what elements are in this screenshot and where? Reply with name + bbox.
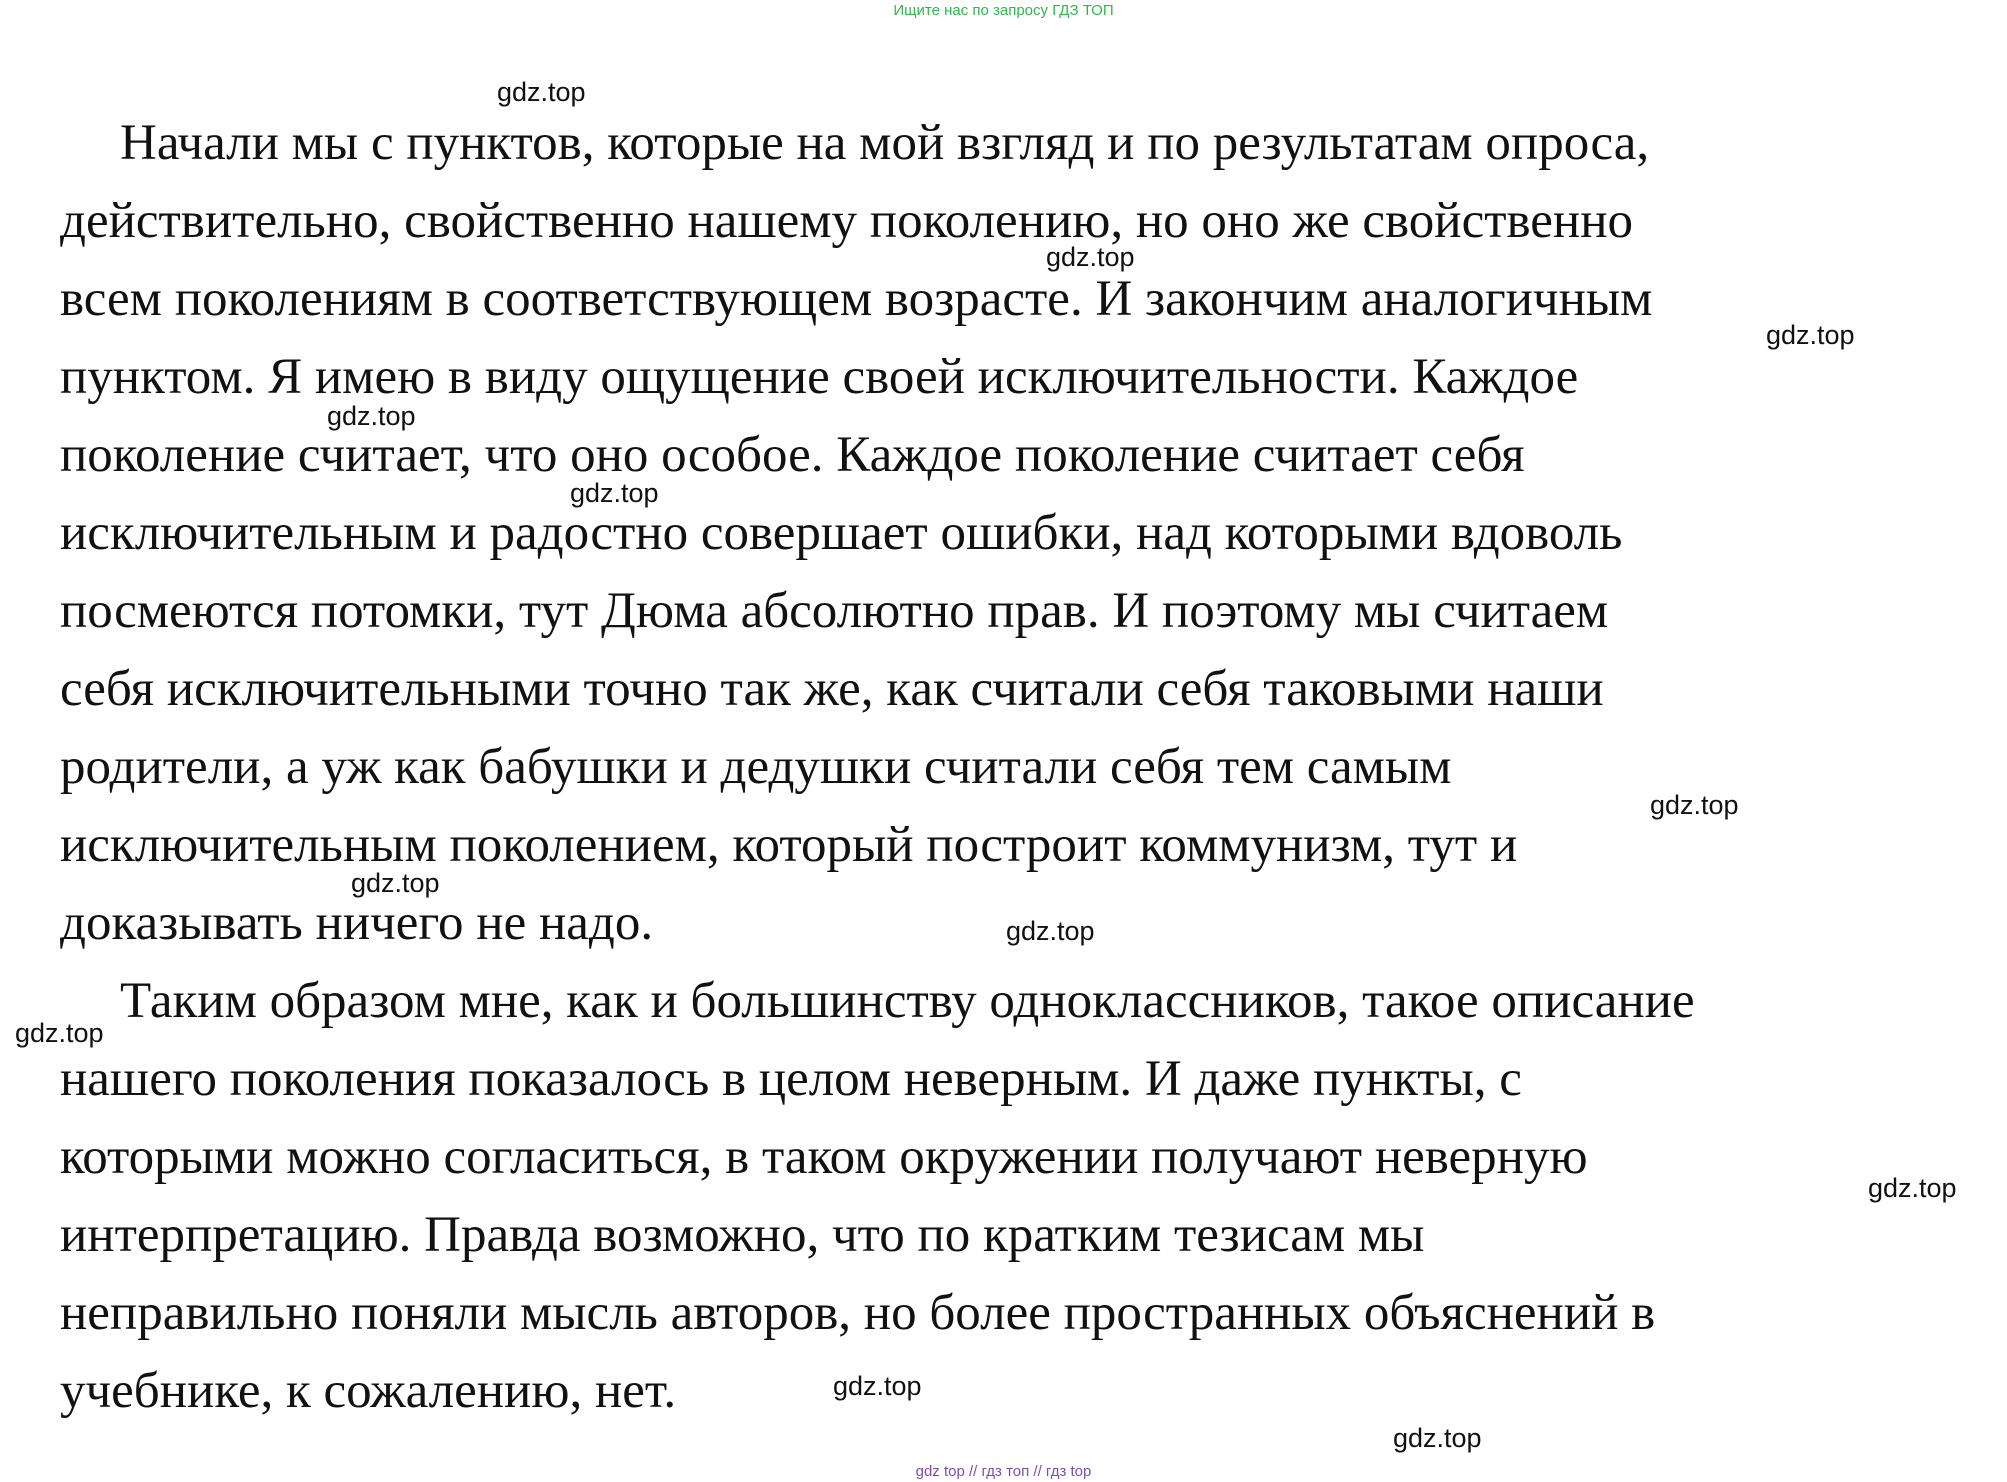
essay-line: Таким образом мне, как и большинству одноклассников, такое описание [120,973,1695,1029]
watermark: gdz.top [833,1371,922,1401]
essay-line: Начали мы с пунктов, которые на мой взгляд и по результатам опроса, [120,115,1650,171]
watermark: gdz.top [327,401,416,431]
essay-line: которыми можно согласиться, в таком окружении получают неверную [60,1129,1588,1185]
watermark: gdz.top [1868,1173,1957,1203]
watermark: gdz.top [351,868,440,898]
watermark: gdz.top [1766,320,1855,350]
essay-line: доказывать ничего не надо. [60,895,654,951]
watermark: gdz.top [15,1018,104,1048]
essay-line: родители, а уж как бабушки и дедушки считали себя тем самым [60,739,1452,795]
watermark: gdz.top [1006,916,1095,946]
essay-line: поколение считает, что оно особое. Каждое поколение считает себя [60,427,1525,483]
essay-line: учебнике, к сожалению, нет. [60,1363,677,1419]
watermark: gdz.top [1650,790,1739,820]
essay-line: действительно, свойственно нашему поколению, но оно же свойственно [60,193,1634,249]
essay-line: всем поколениям в соответствующем возрасте. И закончим аналогичным [60,271,1653,327]
essay-line: интерпретацию. Правда возможно, что по кратким тезисам мы [60,1207,1425,1263]
watermark: gdz.top [570,478,659,508]
essay-line: исключительным поколением, который построит коммунизм, тут и [60,817,1518,873]
header-banner[interactable]: Ищите нас по запросу ГДЗ ТОП [893,2,1114,19]
footer-banner[interactable]: gdz top // гдз топ // гдз top [915,1463,1092,1480]
watermark: gdz.top [497,77,586,107]
essay-line: пунктом. Я имею в виду ощущение своей исключительности. Каждое [60,349,1579,405]
essay-line: неправильно поняли мысль авторов, но более пространных объяснений в [60,1285,1656,1341]
watermark: gdz.top [1393,1423,1482,1453]
essay-line: себя исключительными точно так же, как считали себя таковыми наши [60,661,1604,717]
essay-line: нашего поколения показалось в целом неверным. И даже пункты, с [60,1051,1522,1107]
essay-line: исключительным и радостно совершает ошибки, над которыми вдоволь [60,505,1623,561]
watermark: gdz.top [1046,242,1135,272]
essay-line: посмеются потомки, тут Дюма абсолютно прав. И поэтому мы считаем [60,583,1609,639]
